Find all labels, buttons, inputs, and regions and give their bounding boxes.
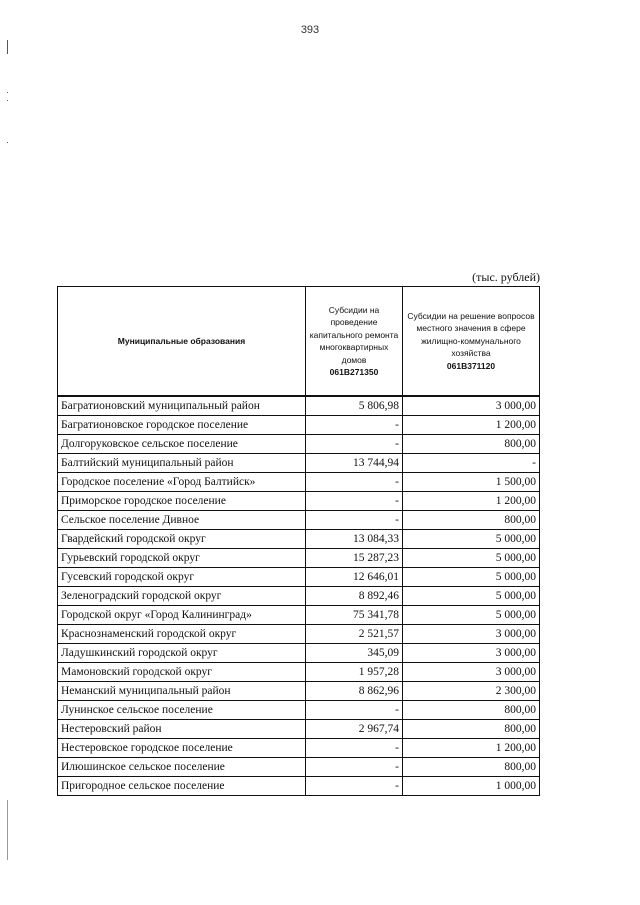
housing-utilities-cell: 5 000,00 xyxy=(403,568,540,587)
table-row xyxy=(58,720,540,739)
capital-repair-cell: - xyxy=(306,701,403,720)
housing-utilities-cell: 5 000,00 xyxy=(403,549,540,568)
housing-utilities-cell: 800,00 xyxy=(403,758,540,777)
table-row xyxy=(58,587,540,606)
municipality-cell: Мамоновский городской округ xyxy=(58,663,306,682)
municipality-cell: Нестеровский район xyxy=(58,720,306,739)
table-row xyxy=(58,701,540,720)
municipality-cell: Городской округ «Город Калининград» xyxy=(58,606,306,625)
municipality-cell: Нестеровское городское поселение xyxy=(58,739,306,758)
table-row xyxy=(58,625,540,644)
municipality-cell: Краснознаменский городской округ xyxy=(58,625,306,644)
municipality-cell: Ладушкинский городской округ xyxy=(58,644,306,663)
header-capital-repair-text: Субсидии на проведение капитального ремонта многоквартирных домов xyxy=(309,304,399,365)
header-municipality: Муниципальные образования xyxy=(58,287,306,397)
housing-utilities-cell: 800,00 xyxy=(403,701,540,720)
table-body xyxy=(58,396,540,796)
municipality-cell: Сельское поселение Дивное xyxy=(58,511,306,530)
header-housing-utilities-code: 061В371120 xyxy=(446,360,496,371)
table-row xyxy=(58,473,540,492)
table-row xyxy=(58,511,540,530)
units-label: (тыс. рублей) xyxy=(472,270,540,284)
table-row xyxy=(58,777,540,796)
capital-repair-cell: 8 892,46 xyxy=(306,587,403,606)
housing-utilities-cell: 1 000,00 xyxy=(403,777,540,796)
municipality-cell: Городское поселение «Город Балтийск» xyxy=(58,473,306,492)
housing-utilities-cell: 3 000,00 xyxy=(403,663,540,682)
housing-utilities-cell: 2 300,00 xyxy=(403,682,540,701)
capital-repair-cell: 15 287,23 xyxy=(306,549,403,568)
municipality-cell: Лунинское сельское поселение xyxy=(58,701,306,720)
table-row xyxy=(58,396,540,416)
margin-mark xyxy=(7,142,8,143)
municipality-cell: Багратионовский муниципальный район xyxy=(58,396,306,416)
municipality-cell: Долгоруковское сельское поселение xyxy=(58,435,306,454)
housing-utilities-cell: 800,00 xyxy=(403,511,540,530)
margin-mark xyxy=(7,100,8,101)
capital-repair-cell: 13 084,33 xyxy=(306,530,403,549)
municipality-cell: Гусевский городской округ xyxy=(58,568,306,587)
capital-repair-cell: - xyxy=(306,473,403,492)
municipality-cell: Зеленоградский городской округ xyxy=(58,587,306,606)
table-row xyxy=(58,739,540,758)
capital-repair-cell: - xyxy=(306,492,403,511)
municipality-cell: Приморское городское поселение xyxy=(58,492,306,511)
housing-utilities-cell: 3 000,00 xyxy=(403,396,540,416)
municipality-cell: Неманский муниципальный район xyxy=(58,682,306,701)
housing-utilities-cell: - xyxy=(403,454,540,473)
capital-repair-cell: 5 806,98 xyxy=(306,396,403,416)
housing-utilities-cell: 1 200,00 xyxy=(403,416,540,435)
header-capital-repair-code: 061В271350 xyxy=(329,367,379,377)
table-row xyxy=(58,454,540,473)
capital-repair-cell: - xyxy=(306,777,403,796)
header-housing-utilities xyxy=(403,287,540,397)
capital-repair-cell: 2 967,74 xyxy=(306,720,403,739)
municipality-cell: Гурьевский городской округ xyxy=(58,549,306,568)
table-row xyxy=(58,549,540,568)
housing-utilities-cell: 1 200,00 xyxy=(403,739,540,758)
capital-repair-cell: - xyxy=(306,511,403,530)
housing-utilities-cell: 3 000,00 xyxy=(403,644,540,663)
table-row xyxy=(58,663,540,682)
capital-repair-cell: 345,09 xyxy=(306,644,403,663)
header-housing-utilities-text: Субсидии на решение вопросов местного значения в сфере жилищно-коммунального хозяйства xyxy=(407,310,535,359)
capital-repair-cell: - xyxy=(306,739,403,758)
housing-utilities-cell: 1 200,00 xyxy=(403,492,540,511)
capital-repair-cell: - xyxy=(306,435,403,454)
table-row xyxy=(58,435,540,454)
table-row xyxy=(58,416,540,435)
page-number: 393 xyxy=(300,24,320,36)
capital-repair-cell: - xyxy=(306,758,403,777)
municipality-cell: Гвардейский городской округ xyxy=(58,530,306,549)
capital-repair-cell: 8 862,96 xyxy=(306,682,403,701)
capital-repair-cell: 12 646,01 xyxy=(306,568,403,587)
table-row xyxy=(58,758,540,777)
header-capital-repair xyxy=(306,287,403,397)
housing-utilities-cell: 5 000,00 xyxy=(403,530,540,549)
table-row xyxy=(58,682,540,701)
municipality-cell: Пригородное сельское поселение xyxy=(58,777,306,796)
margin-mark xyxy=(7,40,8,54)
housing-utilities-cell: 800,00 xyxy=(403,435,540,454)
housing-utilities-cell: 3 000,00 xyxy=(403,625,540,644)
housing-utilities-cell: 800,00 xyxy=(403,720,540,739)
table-header-row xyxy=(58,287,540,397)
capital-repair-cell: 2 521,57 xyxy=(306,625,403,644)
capital-repair-cell: - xyxy=(306,416,403,435)
housing-utilities-cell: 1 500,00 xyxy=(403,473,540,492)
table-row xyxy=(58,644,540,663)
capital-repair-cell: 13 744,94 xyxy=(306,454,403,473)
margin-mark xyxy=(7,92,8,93)
municipality-cell: Багратионовское городское поселение xyxy=(58,416,306,435)
subsidies-table xyxy=(57,286,540,796)
capital-repair-cell: 75 341,78 xyxy=(306,606,403,625)
margin-mark xyxy=(7,800,8,860)
municipality-cell: Илюшинское сельское поселение xyxy=(58,758,306,777)
table-row xyxy=(58,492,540,511)
table-row xyxy=(58,568,540,587)
municipality-cell: Балтийский муниципальный район xyxy=(58,454,306,473)
table-row xyxy=(58,530,540,549)
housing-utilities-cell: 5 000,00 xyxy=(403,606,540,625)
table-row xyxy=(58,606,540,625)
housing-utilities-cell: 5 000,00 xyxy=(403,587,540,606)
capital-repair-cell: 1 957,28 xyxy=(306,663,403,682)
